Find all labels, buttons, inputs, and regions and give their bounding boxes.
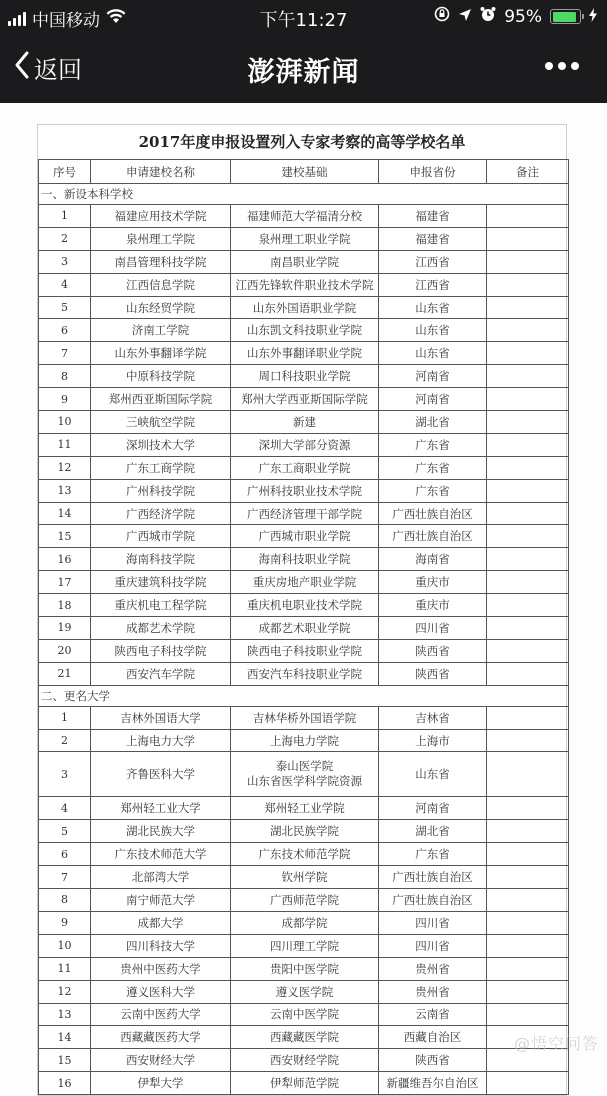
table-row [39, 752, 569, 797]
location-icon [458, 7, 472, 27]
table-row [39, 273, 569, 296]
cell-school-name: 西安汽车学院 [91, 662, 231, 685]
cell-province: 广东省 [379, 843, 487, 866]
cell-province: 河南省 [379, 797, 487, 820]
table-row [39, 1049, 569, 1072]
cell-basis: 新建 [231, 411, 379, 434]
cell-basis: 重庆房地产职业学院 [231, 571, 379, 594]
cell-basis: 湖北民族学院 [231, 820, 379, 843]
cell-note [487, 934, 569, 957]
cell-province: 福建省 [379, 227, 487, 250]
cell-note [487, 205, 569, 228]
cell-school-name: 南昌管理科技学院 [91, 250, 231, 273]
cell-no: 20 [39, 639, 91, 662]
cell-no: 13 [39, 479, 91, 502]
cell-province: 广东省 [379, 479, 487, 502]
table-header [39, 160, 569, 184]
cell-basis: 山东凯文科技职业学院 [231, 319, 379, 342]
table-row [39, 706, 569, 729]
cell-note [487, 388, 569, 411]
table-row [39, 571, 569, 594]
cell-no: 19 [39, 617, 91, 640]
cell-basis: 伊犁师范学院 [231, 1072, 379, 1095]
cell-basis: 山东外国语职业学院 [231, 296, 379, 319]
cell-note [487, 706, 569, 729]
cell-basis: 西安汽车科技职业学院 [231, 662, 379, 685]
cell-no: 17 [39, 571, 91, 594]
cell-basis: 四川理工学院 [231, 934, 379, 957]
cell-note [487, 411, 569, 434]
section-heading: 二、更名大学 [39, 685, 569, 706]
cell-note [487, 479, 569, 502]
cell-school-name: 南宁师范大学 [91, 889, 231, 912]
document-image [37, 124, 567, 1096]
cell-province: 广西壮族自治区 [379, 525, 487, 548]
cell-basis: 贵阳中医学院 [231, 957, 379, 980]
cell-note [487, 1072, 569, 1095]
cell-note [487, 365, 569, 388]
cell-school-name: 广东工商学院 [91, 456, 231, 479]
cell-basis: 海南科技职业学院 [231, 548, 379, 571]
cell-province: 江西省 [379, 250, 487, 273]
table-row [39, 433, 569, 456]
status-bar [0, 0, 607, 36]
back-label: 返回 [34, 56, 82, 84]
cell-note [487, 594, 569, 617]
cell-school-name: 广东技术师范大学 [91, 843, 231, 866]
cell-no: 14 [39, 502, 91, 525]
cell-basis: 深圳大学部分资源 [231, 433, 379, 456]
cell-note [487, 639, 569, 662]
cell-basis-line: 山东省医学科学院资源 [247, 774, 362, 789]
cell-province: 陕西省 [379, 1049, 487, 1072]
table-row [39, 319, 569, 342]
cell-note [487, 911, 569, 934]
cell-basis [231, 752, 379, 797]
battery-icon [550, 9, 581, 24]
cell-note [487, 797, 569, 820]
cell-school-name: 广州科技学院 [91, 479, 231, 502]
table-row [39, 934, 569, 957]
table-row [39, 479, 569, 502]
cell-basis: 吉林华桥外国语学院 [231, 706, 379, 729]
cell-note [487, 525, 569, 548]
cell-basis: 广东工商职业学院 [231, 456, 379, 479]
cell-no: 7 [39, 342, 91, 365]
app-header [0, 0, 607, 103]
cell-no: 15 [39, 1049, 91, 1072]
table-row [39, 525, 569, 548]
school-list-table [38, 159, 569, 1095]
cell-school-name: 西藏藏医药大学 [91, 1026, 231, 1049]
cell-note [487, 319, 569, 342]
cell-province: 海南省 [379, 548, 487, 571]
rotation-lock-icon [434, 6, 450, 27]
cell-no: 4 [39, 273, 91, 296]
table-row [39, 889, 569, 912]
cell-province: 山东省 [379, 342, 487, 365]
table-row [39, 1072, 569, 1095]
cell-note [487, 843, 569, 866]
cell-no: 8 [39, 365, 91, 388]
cell-note [487, 1003, 569, 1026]
cell-no: 7 [39, 866, 91, 889]
table-row [39, 548, 569, 571]
table-row [39, 662, 569, 685]
cell-no: 10 [39, 934, 91, 957]
carrier-name: 中国移动 [32, 11, 100, 31]
cell-no: 16 [39, 1072, 91, 1095]
table-row [39, 388, 569, 411]
cell-no: 12 [39, 456, 91, 479]
cell-province: 广西壮族自治区 [379, 502, 487, 525]
cell-note [487, 957, 569, 980]
cell-no: 8 [39, 889, 91, 912]
cell-school-name: 贵州中医药大学 [91, 957, 231, 980]
cell-school-name: 深圳技术大学 [91, 433, 231, 456]
cell-no: 5 [39, 296, 91, 319]
cell-no: 6 [39, 843, 91, 866]
cell-basis: 郑州轻工业学院 [231, 797, 379, 820]
cell-basis: 陕西电子科技职业学院 [231, 639, 379, 662]
cell-school-name: 吉林外国语大学 [91, 706, 231, 729]
cell-school-name: 山东外事翻译学院 [91, 342, 231, 365]
cell-school-name: 济南工学院 [91, 319, 231, 342]
cell-province: 西藏自治区 [379, 1026, 487, 1049]
cell-province: 山东省 [379, 296, 487, 319]
cell-province: 上海市 [379, 729, 487, 752]
cell-no: 16 [39, 548, 91, 571]
cell-basis: 广西师范学院 [231, 889, 379, 912]
cell-province: 广东省 [379, 433, 487, 456]
cell-note [487, 866, 569, 889]
table-row [39, 502, 569, 525]
charging-icon [589, 7, 597, 27]
cell-school-name: 成都艺术学院 [91, 617, 231, 640]
cell-no: 6 [39, 319, 91, 342]
cell-note [487, 980, 569, 1003]
cell-no: 11 [39, 433, 91, 456]
cell-province: 重庆市 [379, 571, 487, 594]
cell-note [487, 752, 569, 797]
cell-no: 4 [39, 797, 91, 820]
cell-basis: 西安财经学院 [231, 1049, 379, 1072]
more-icon[interactable] [545, 62, 579, 70]
table-row [39, 729, 569, 752]
cell-school-name: 湖北民族大学 [91, 820, 231, 843]
cell-no: 18 [39, 594, 91, 617]
cell-school-name: 郑州轻工业大学 [91, 797, 231, 820]
cell-no: 12 [39, 980, 91, 1003]
cell-school-name: 广西城市学院 [91, 525, 231, 548]
table-row [39, 617, 569, 640]
cell-basis: 广西城市职业学院 [231, 525, 379, 548]
cell-school-name: 重庆机电工程学院 [91, 594, 231, 617]
cell-basis: 泉州理工职业学院 [231, 227, 379, 250]
cell-school-name: 陕西电子科技学院 [91, 639, 231, 662]
cell-school-name: 重庆建筑科技学院 [91, 571, 231, 594]
cell-note [487, 342, 569, 365]
column-header-basis: 建校基础 [231, 160, 379, 184]
cell-province: 广西壮族自治区 [379, 866, 487, 889]
table-row [39, 227, 569, 250]
cell-province: 四川省 [379, 911, 487, 934]
table-row [39, 980, 569, 1003]
table-row [39, 866, 569, 889]
cell-basis: 上海电力学院 [231, 729, 379, 752]
cell-note [487, 548, 569, 571]
cell-basis: 南昌职业学院 [231, 250, 379, 273]
cell-note [487, 617, 569, 640]
table-row [39, 1003, 569, 1026]
cell-note [487, 502, 569, 525]
cell-province: 湖北省 [379, 820, 487, 843]
cell-school-name: 伊犁大学 [91, 1072, 231, 1095]
cell-province: 河南省 [379, 365, 487, 388]
cell-no: 13 [39, 1003, 91, 1026]
cell-school-name: 泉州理工学院 [91, 227, 231, 250]
table-row [39, 411, 569, 434]
column-header-note: 备注 [487, 160, 569, 184]
cell-school-name: 中原科技学院 [91, 365, 231, 388]
cell-basis: 钦州学院 [231, 866, 379, 889]
cell-no: 3 [39, 752, 91, 797]
cell-province: 四川省 [379, 934, 487, 957]
cell-basis: 郑州大学西亚斯国际学院 [231, 388, 379, 411]
cell-basis: 遵义医学院 [231, 980, 379, 1003]
cell-province: 新疆维吾尔自治区 [379, 1072, 487, 1095]
cell-school-name: 广西经济学院 [91, 502, 231, 525]
cell-note [487, 571, 569, 594]
table-row [39, 296, 569, 319]
cell-basis: 西藏藏医学院 [231, 1026, 379, 1049]
table-row [39, 797, 569, 820]
cell-school-name: 三峡航空学院 [91, 411, 231, 434]
table-row [39, 843, 569, 866]
cell-province: 河南省 [379, 388, 487, 411]
battery-percent: 95% [504, 6, 542, 27]
cell-no: 1 [39, 205, 91, 228]
cell-note [487, 250, 569, 273]
cell-note [487, 296, 569, 319]
cell-note [487, 889, 569, 912]
cell-note [487, 729, 569, 752]
cell-no: 15 [39, 525, 91, 548]
table-row [39, 205, 569, 228]
cell-note [487, 456, 569, 479]
cell-basis: 福建师范大学福清分校 [231, 205, 379, 228]
cell-school-name: 北部湾大学 [91, 866, 231, 889]
cell-school-name: 遵义医科大学 [91, 980, 231, 1003]
cell-no: 9 [39, 911, 91, 934]
cell-no: 10 [39, 411, 91, 434]
cell-province: 福建省 [379, 205, 487, 228]
cell-note [487, 820, 569, 843]
column-header-name: 申请建校名称 [91, 160, 231, 184]
cell-basis: 山东外事翻译职业学院 [231, 342, 379, 365]
cell-school-name: 齐鲁医科大学 [91, 752, 231, 797]
section-row [39, 685, 569, 706]
page-title: 澎湃新闻 [247, 57, 360, 88]
cell-province: 四川省 [379, 617, 487, 640]
table-row [39, 957, 569, 980]
cell-province: 山东省 [379, 319, 487, 342]
cell-school-name: 山东经贸学院 [91, 296, 231, 319]
cell-no: 11 [39, 957, 91, 980]
cell-basis: 云南中医学院 [231, 1003, 379, 1026]
cell-province: 陕西省 [379, 662, 487, 685]
cell-school-name: 江西信息学院 [91, 273, 231, 296]
watermark: @悟空问答 [513, 1034, 599, 1053]
cell-no: 1 [39, 706, 91, 729]
navigation-bar [0, 40, 607, 98]
table-row [39, 594, 569, 617]
cell-no: 3 [39, 250, 91, 273]
cell-province: 广西壮族自治区 [379, 889, 487, 912]
cell-school-name: 海南科技学院 [91, 548, 231, 571]
cell-province: 陕西省 [379, 639, 487, 662]
alarm-icon [480, 6, 496, 27]
cell-province: 重庆市 [379, 594, 487, 617]
cell-basis: 重庆机电职业技术学院 [231, 594, 379, 617]
document-title: 2017年度申报设置列入专家考察的高等学校名单 [138, 133, 466, 151]
cell-no: 21 [39, 662, 91, 685]
cell-school-name: 云南中医药大学 [91, 1003, 231, 1026]
table-row [39, 250, 569, 273]
cell-basis: 广西经济管理干部学院 [231, 502, 379, 525]
cell-basis: 广东技术师范学院 [231, 843, 379, 866]
cell-no: 5 [39, 820, 91, 843]
cell-province: 贵州省 [379, 957, 487, 980]
cell-no: 2 [39, 227, 91, 250]
cell-school-name: 四川科技大学 [91, 934, 231, 957]
cell-province: 湖北省 [379, 411, 487, 434]
table-row [39, 342, 569, 365]
cell-note [487, 273, 569, 296]
column-header-no: 序号 [39, 160, 91, 184]
section-heading: 一、新设本科学校 [39, 184, 569, 205]
cell-school-name: 成都大学 [91, 911, 231, 934]
column-header-province: 申报省份 [379, 160, 487, 184]
table-row [39, 820, 569, 843]
cell-province: 吉林省 [379, 706, 487, 729]
cell-basis: 周口科技职业学院 [231, 365, 379, 388]
cell-no: 2 [39, 729, 91, 752]
clock: 下午11:27 [259, 10, 348, 31]
table-row [39, 639, 569, 662]
table-row [39, 911, 569, 934]
table-row [39, 1026, 569, 1049]
cell-no: 9 [39, 388, 91, 411]
cell-school-name: 上海电力大学 [91, 729, 231, 752]
cell-province: 山东省 [379, 752, 487, 797]
cell-no: 14 [39, 1026, 91, 1049]
cell-basis: 成都学院 [231, 911, 379, 934]
cell-province: 广东省 [379, 456, 487, 479]
cell-province: 贵州省 [379, 980, 487, 1003]
cell-school-name: 西安财经大学 [91, 1049, 231, 1072]
cell-basis-line: 泰山医学院 [275, 759, 334, 774]
cell-basis: 江西先锋软件职业技术学院 [231, 273, 379, 296]
table-row [39, 365, 569, 388]
cell-school-name: 郑州西亚斯国际学院 [91, 388, 231, 411]
cell-province: 云南省 [379, 1003, 487, 1026]
cell-note [487, 662, 569, 685]
table-row [39, 456, 569, 479]
cell-note [487, 433, 569, 456]
cell-province: 江西省 [379, 273, 487, 296]
cell-note [487, 227, 569, 250]
cell-basis: 广州科技职业技术学院 [231, 479, 379, 502]
cell-school-name: 福建应用技术学院 [91, 205, 231, 228]
section-row [39, 184, 569, 205]
cell-basis: 成都艺术职业学院 [231, 617, 379, 640]
